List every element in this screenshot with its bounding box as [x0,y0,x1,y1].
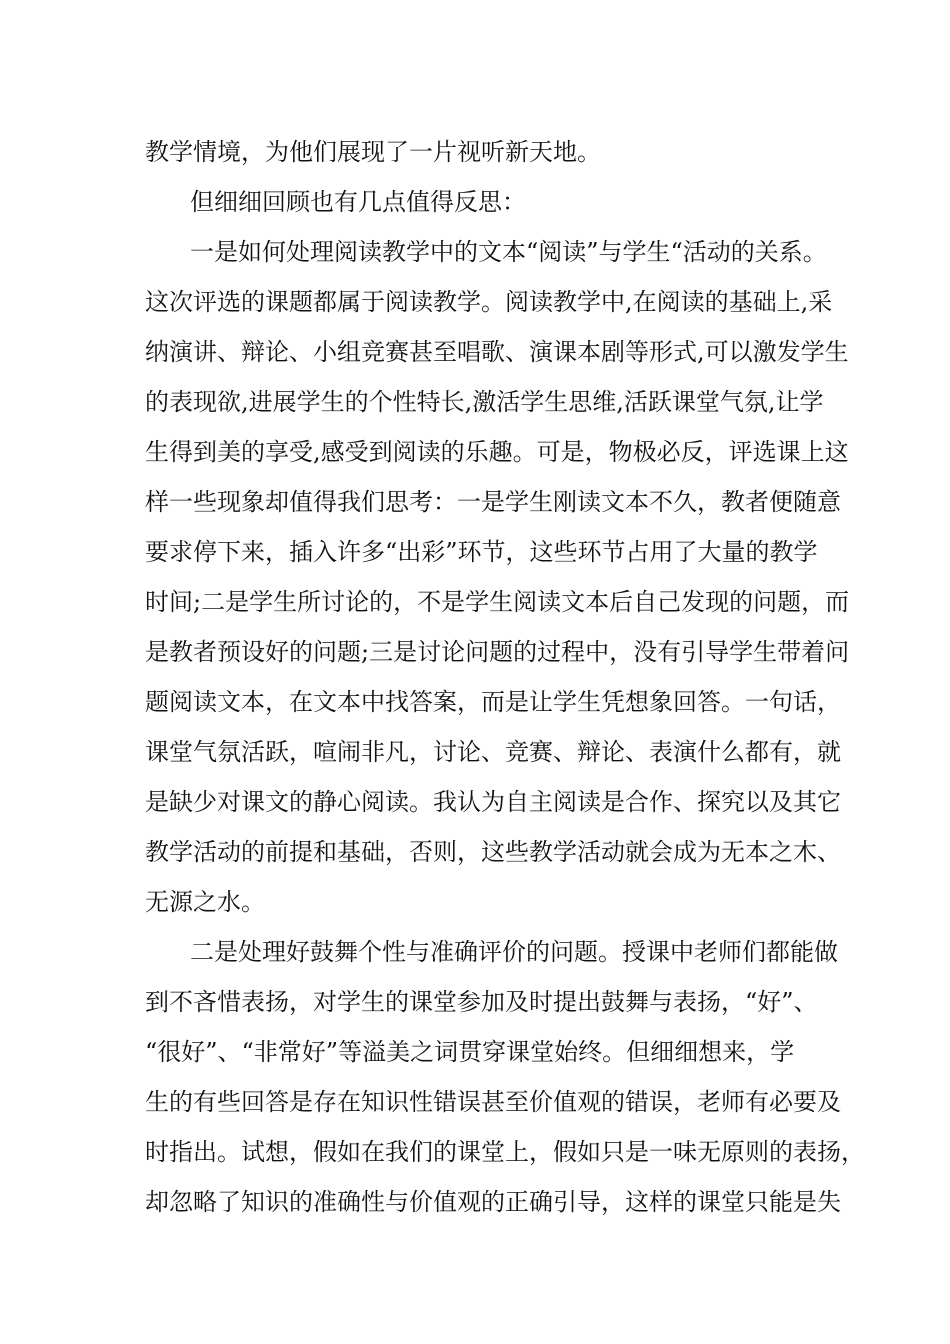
text-line: 是教者预设好的问题;三是讨论问题的过程中，没有引导学生带着问 [145,638,850,666]
text-line: 教学活动的前提和基础，否则，这些教学活动就会成为无本之木、 [145,838,841,866]
text-line: “很好”、“非常好”等溢美之词贯穿课堂始终。但细细想来，学 [145,1038,795,1066]
text-line: 是缺少对课文的静心阅读。我认为自主阅读是合作、探究以及其它 [145,788,841,816]
text-line: 无源之水。 [145,888,265,916]
paragraph-start-line: 二是处理好鼓舞个性与准确评价的问题。授课中老师们都能做 [190,938,838,966]
text-line: 时间;二是学生所讨论的，不是学生阅读文本后自己发现的问题，而 [145,588,850,616]
text-line: 这次评选的课题都属于阅读教学。阅读教学中,在阅读的基础上,采 [145,288,833,316]
paragraph-start-line: 但细细回顾也有几点值得反思： [190,188,526,216]
text-line: 生得到美的享受,感受到阅读的乐趣。可是，物极必反，评选课上这 [145,438,849,466]
paragraph-start-line: 一是如何处理阅读教学中的文本“阅读”与学生“活动的关系。 [190,238,827,266]
text-line: 题阅读文本，在文本中找答案，而是让学生凭想象回答。一句话， [145,688,841,716]
text-line: 时指出。试想，假如在我们的课堂上，假如只是一味无原则的表扬， [145,1138,865,1166]
text-line: 到不吝惜表扬，对学生的课堂参加及时提出鼓舞与表扬，“好”、 [145,988,818,1016]
text-line: 课堂气氛活跃，喧闹非凡，讨论、竞赛、辩论、表演什么都有，就 [145,738,841,766]
text-line: 的表现欲,进展学生的个性特长,激活学生思维,活跃课堂气氛,让学 [145,388,824,416]
text-line: 样一些现象却值得我们思考：一是学生刚读文本不久，教者便随意 [145,488,841,516]
text-line: 纳演讲、辩论、小组竞赛甚至唱歌、演课本剧等形式,可以激发学生 [145,338,849,366]
text-line: 却忽略了知识的准确性与价值观的正确引导，这样的课堂只能是失 [145,1188,841,1216]
text-line: 生的有些回答是存在知识性错误甚至价值观的错误，老师有必要及 [145,1088,841,1116]
text-line: 要求停下来，插入许多“出彩”环节，这些环节占用了大量的教学 [145,538,818,566]
text-line: 教学情境，为他们展现了一片视听新天地。 [145,138,601,166]
